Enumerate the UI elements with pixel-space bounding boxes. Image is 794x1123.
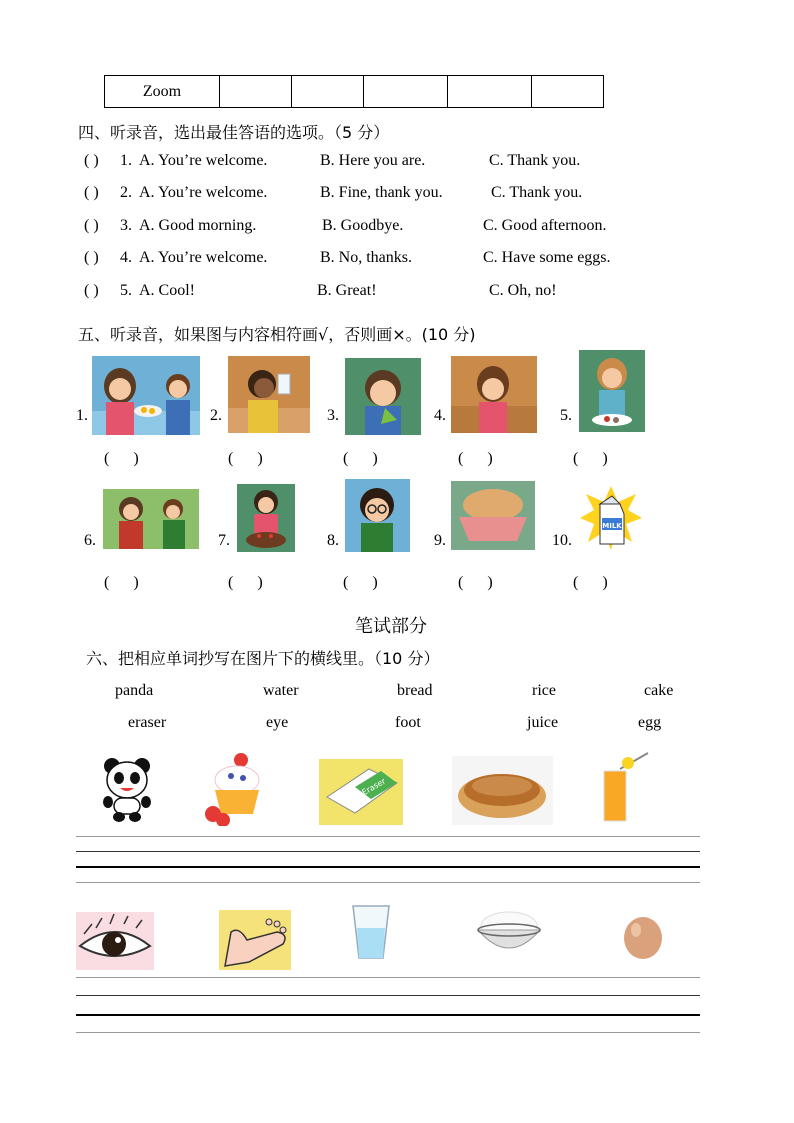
picture-number: 10.	[552, 532, 572, 549]
question-paren[interactable]: ( )	[84, 217, 99, 234]
option-b: B. Fine, thank you.	[320, 184, 443, 201]
picture-number: 6.	[84, 532, 96, 549]
writing-line[interactable]	[76, 836, 700, 837]
answer-paren[interactable]: ( )	[458, 574, 493, 591]
question-paren[interactable]: ( )	[84, 249, 99, 266]
milk-label: MILK	[602, 522, 622, 530]
picture-number: 3.	[327, 407, 339, 424]
picture-number: 9.	[434, 532, 446, 549]
question-number: 3.	[120, 217, 132, 234]
picture-number: 7.	[218, 532, 230, 549]
word: juice	[527, 714, 559, 731]
writing-line[interactable]	[76, 1032, 700, 1033]
answer-paren[interactable]: ( )	[104, 574, 139, 591]
eraser-icon	[319, 759, 403, 825]
answer-paren[interactable]: ( )	[228, 574, 263, 591]
bread-icon	[452, 756, 553, 825]
answer-paren[interactable]: ( )	[228, 450, 263, 467]
option-a: A. You’re welcome.	[139, 152, 268, 169]
table-row	[105, 76, 604, 108]
word: cake	[644, 682, 674, 699]
writing-line[interactable]	[76, 882, 700, 883]
writing-line[interactable]	[76, 851, 700, 852]
word: foot	[395, 714, 421, 731]
eraser-label: Eraser	[360, 776, 388, 798]
picture-girl-boy-talking	[103, 489, 199, 549]
question-paren[interactable]: ( )	[84, 184, 99, 201]
juice-icon	[598, 749, 656, 825]
question-paren[interactable]: ( )	[84, 152, 99, 169]
option-b: B. Goodbye.	[322, 217, 404, 234]
option-c: C. Good afternoon.	[483, 217, 607, 234]
word: water	[263, 682, 299, 699]
picture-girl-boy-eggs	[92, 356, 200, 435]
word: eye	[266, 714, 289, 731]
egg-icon	[622, 914, 664, 960]
option-a: A. You’re welcome.	[139, 184, 268, 201]
option-a: A. Cool!	[139, 282, 195, 299]
eye-icon	[76, 912, 154, 970]
picture-number: 2.	[210, 407, 222, 424]
table-cell[interactable]	[448, 76, 532, 108]
rice-bowl-icon	[474, 906, 544, 960]
option-a: A. You’re welcome.	[139, 249, 268, 266]
section6-title: 六、把相应单词抄写在图片下的横线里。（10 分）	[86, 649, 440, 668]
question-number: 5.	[120, 282, 132, 299]
picture-girl-eating	[451, 356, 537, 433]
answer-paren[interactable]: ( )	[343, 450, 378, 467]
answer-paren[interactable]: ( )	[458, 450, 493, 467]
picture-number: 5.	[560, 407, 572, 424]
option-a: A. Good morning.	[139, 217, 257, 234]
question-number: 4.	[120, 249, 132, 266]
milk-carton-icon	[578, 484, 644, 556]
answer-paren[interactable]: ( )	[343, 574, 378, 591]
word: egg	[638, 714, 662, 731]
table-cell[interactable]	[532, 76, 604, 108]
section4-title: 四、听录音，选出最佳答语的选项。（5 分）	[78, 123, 390, 142]
question-paren[interactable]: ( )	[84, 282, 99, 299]
table-cell[interactable]	[364, 76, 448, 108]
section5-title: 五、听录音，如果图与内容相符画√，否则画×。(10 分)	[78, 325, 476, 344]
word: panda	[115, 682, 154, 699]
picture-number: 8.	[327, 532, 339, 549]
foot-icon	[219, 910, 291, 970]
word: rice	[532, 682, 556, 699]
question-number: 1.	[120, 152, 132, 169]
picture-bread-bowl	[451, 481, 535, 550]
answer-paren[interactable]: ( )	[573, 574, 608, 591]
option-c: C. Thank you.	[491, 184, 583, 201]
writing-line[interactable]	[76, 1014, 700, 1016]
picture-number: 4.	[434, 407, 446, 424]
word: bread	[397, 682, 433, 699]
option-b: B. Great!	[317, 282, 377, 299]
picture-boy-eating	[345, 358, 421, 435]
cupcake-icon	[201, 750, 273, 826]
answer-table	[104, 75, 604, 108]
table-cell[interactable]	[220, 76, 292, 108]
option-c: C. Have some eggs.	[483, 249, 611, 266]
option-c: C. Thank you.	[489, 152, 581, 169]
table-cell[interactable]	[292, 76, 364, 108]
answer-paren[interactable]: ( )	[104, 450, 139, 467]
option-b: B. No, thanks.	[320, 249, 412, 266]
writing-line[interactable]	[76, 977, 700, 978]
question-number: 2.	[120, 184, 132, 201]
written-part-title: 笔试部分	[355, 616, 427, 637]
option-b: B. Here you are.	[320, 152, 426, 169]
word: eraser	[128, 714, 167, 731]
picture-girl-plate	[579, 350, 645, 432]
writing-line[interactable]	[76, 995, 700, 996]
picture-boy-drinking	[228, 356, 310, 433]
option-c: C. Oh, no!	[489, 282, 557, 299]
picture-number: 1.	[76, 407, 88, 424]
picture-girl-cake	[237, 484, 295, 552]
writing-line[interactable]	[76, 866, 700, 868]
answer-paren[interactable]: ( )	[573, 450, 608, 467]
table-cell-label: Zoom	[105, 76, 220, 108]
panda-icon	[102, 756, 152, 822]
picture-boy-glasses	[345, 479, 410, 552]
water-glass-icon	[349, 902, 393, 962]
